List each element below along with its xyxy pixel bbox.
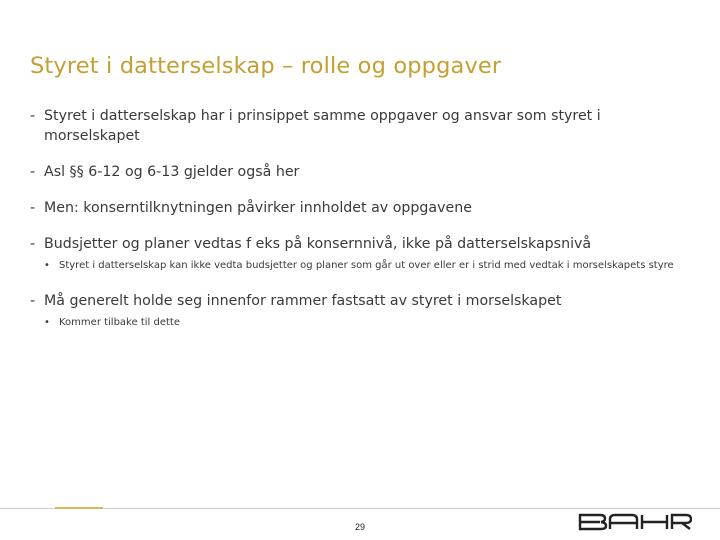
bullet-dot-marker: • [44,260,50,271]
bullet-list [30,106,690,348]
slide-title: Styret i datterselskap – rolle og oppgaver [30,53,502,79]
sub-bullet-text: Kommer tilbake til dette [59,317,180,328]
dash-marker: - [30,236,36,252]
bahr-logo [578,513,692,531]
bullet-text: Budsjetter og planer vedtas f eks på konsernnivå, ikke på datterselskapsnivå [44,236,592,252]
bullet-dot-marker: • [44,317,50,328]
dash-marker: - [30,200,36,216]
page-number: 29 [354,522,365,532]
bullet-item [30,198,690,218]
dash-marker: - [30,293,36,309]
bullet-text: Må generelt holde seg innenfor rammer fastsatt av styret i morselskapet [44,293,562,309]
bullet-text: Styret i datterselskap har i prinsippet samme oppgaver og ansvar som styret i morselskapet [44,108,601,144]
footer-accent-bar [55,507,103,509]
sub-bullet-item [30,258,690,274]
bullet-item [30,106,690,146]
dash-marker: - [30,164,36,180]
sub-bullet-item [30,315,690,331]
bullet-item [30,291,690,311]
bullet-item [30,162,690,182]
bullet-item [30,234,690,254]
bullet-text: Men: konserntilknytningen påvirker innholdet av oppgavene [44,200,472,216]
bullet-text: Asl §§ 6-12 og 6-13 gjelder også her [44,164,300,180]
sub-bullet-text: Styret i datterselskap kan ikke vedta budsjetter og planer som går ut over eller er i strid med vedtak i morselskapets styre [59,260,674,271]
footer-divider [0,508,720,509]
dash-marker: - [30,108,36,124]
